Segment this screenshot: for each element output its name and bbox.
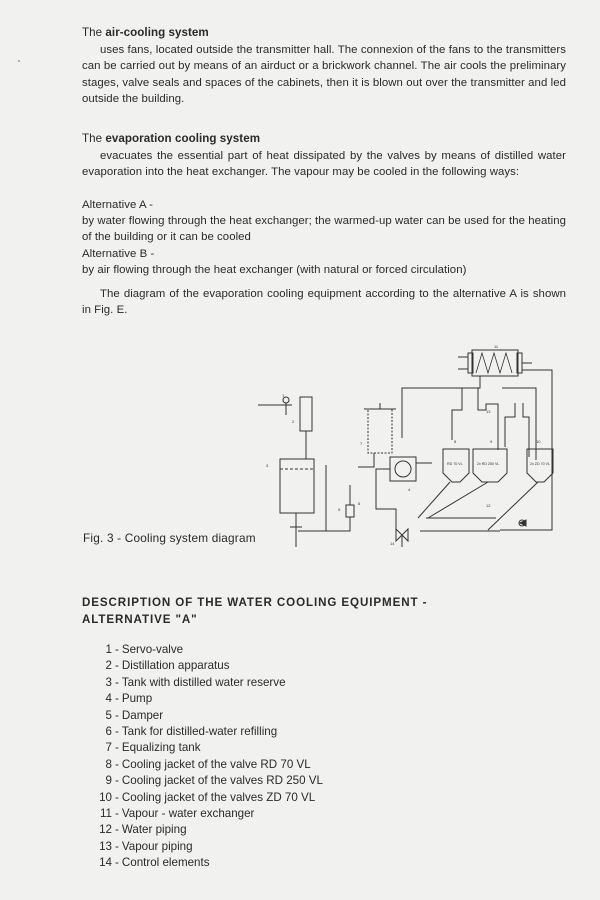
marker-6: 6 [358,501,361,506]
list-item [82,839,323,855]
marker-1: 1 [282,393,285,398]
list-item-label: Equalizing tank [121,741,201,755]
list-item [82,642,323,658]
air-cooling-intro: The [82,26,103,39]
refill-tank [298,465,354,531]
list-item-label: Vapour - water exchanger [121,807,255,821]
list-item [82,773,323,789]
list-item-dash: - [115,790,119,804]
marker-3: 3 [266,463,269,468]
list-item-number: 12 [99,823,112,837]
list-item-label: Tank for distilled-water refilling [121,725,278,739]
parts-list [82,642,323,872]
alternative-a-label: Alternative A - [82,199,154,211]
list-item-label: Cooling jacket of the valves ZD 70 VL [121,790,316,804]
list-item [82,658,323,674]
list-item-label: Tank with distilled water reserve [121,675,286,689]
jacket-9-label: 2x RD 250 VL [477,462,500,466]
list-item-dash: - [115,856,119,870]
list-item [82,740,323,756]
list-item-number: 1 [105,643,112,656]
scan-speck [18,60,20,62]
vapour-header [402,376,480,438]
list-item-label: Control elements [121,856,210,870]
list-item-number: 9 [105,774,112,788]
list-item-label: Damper [121,708,164,722]
marker-10: 10 [536,439,541,444]
jacket-8-label: RD 70 VL [447,462,463,466]
description-title [82,594,427,628]
cooling-jacket-8 [443,449,469,482]
list-item [82,675,323,691]
list-item [82,790,323,806]
list-item [82,691,323,707]
list-item-number: 11 [99,807,112,821]
alternative-a-text: by water flowing through the heat exchanger; the warmed-up water can be used for the heating of the building or it can be cooled [82,215,566,244]
list-item-dash: - [115,675,119,689]
list-item [82,806,323,822]
list-item-label: Water piping [121,823,187,837]
list-item-dash: - [115,741,119,755]
alternative-b-text: by air flowing through the heat exchanger (with natural or forced circulation) [82,264,467,276]
distillation-apparatus [258,397,312,459]
list-item [82,708,323,724]
list-item-label: Vapour piping [121,839,193,853]
evaporation-term: evaporation cooling system [105,132,261,145]
list-item-number: 5 [105,708,112,722]
list-item-label: Pump [121,692,153,706]
evaporation-intro: The [82,132,103,145]
figure-caption: Fig. 3 - Cooling system diagram [83,531,256,545]
list-item-number: 13 [99,839,112,853]
list-item-label: Servo-valve [121,643,184,656]
list-item [82,822,323,838]
marker-11: 11 [494,345,499,349]
marker-4: 4 [408,487,411,492]
list-item-dash: - [115,757,119,771]
control-valve [396,529,408,547]
list-item-number: 14 [99,856,112,870]
list-item-dash: - [115,643,119,656]
list-item [82,855,323,871]
marker-14: 14 [390,541,395,546]
marker-12: 12 [486,503,491,508]
cooling-jacket-9 [473,449,507,482]
list-item-number: 2 [105,659,112,673]
marker-7: 7 [360,441,363,446]
list-item-label: Cooling jacket of the valves RD 250 VL [121,774,323,788]
pump [376,457,432,529]
evaporation-heading [82,131,566,147]
evaporation-text: evacuates the essential part of heat dissipated by the valves by means of distilled water evaporation into the heat exchanger. The vapour may be cooled in the following ways: [82,150,566,179]
list-item-dash: - [115,807,119,821]
list-item-number: 4 [105,692,112,706]
list-item-label: Distillation apparatus [121,659,230,673]
list-item-dash: - [115,708,119,722]
list-item-number: 3 [105,675,112,689]
diagram-number-markers [266,345,541,546]
cooling-system-diagram [250,345,570,555]
list-item-dash: - [115,725,119,739]
list-item-number: 6 [105,725,112,739]
return-pipe [500,370,552,530]
list-item-label: Cooling jacket of the valve RD 70 VL [121,757,311,771]
marker-5: 5 [338,507,341,512]
list-item-dash: - [115,659,119,673]
cooling-jacket-10 [527,449,553,482]
list-item-number: 8 [105,757,112,771]
marker-9: 9 [490,439,493,444]
distilled-water-tank [280,459,314,547]
marker-2: 2 [292,419,295,424]
description-title-line2: ALTERNATIVE "A" [82,613,198,626]
list-item-number: 7 [105,741,112,755]
jacket-10-label: 2x ZD 70 VL [530,462,550,466]
list-item-dash: - [115,839,119,853]
list-item-dash: - [115,823,119,837]
air-cooling-text: uses fans, located outside the transmitter hall. The connexion of the fans to the transmitters can be carried out by means of an airduct or a brickwork channel. The air cools the preliminary stages, valve seals and spaces of the cabinets, then it is blown out over the transmitter and led outside the building. [82,44,566,106]
list-item-number: 10 [99,790,112,804]
air-cooling-term: air-cooling system [105,26,209,39]
list-item [82,757,323,773]
diagram-reference: The diagram of the evaporation cooling equipment according to the alternative A is shown in Fig. E. [82,288,566,317]
list-item-dash: - [115,774,119,788]
air-cooling-heading [82,25,566,41]
description-title-line1: DESCRIPTION OF THE WATER COOLING EQUIPMENT - [82,596,428,609]
list-item [82,724,323,740]
list-item-dash: - [115,692,119,706]
alternative-b-label: Alternative B - [82,248,155,260]
marker-13: 13 [486,409,491,414]
marker-8: 8 [454,439,457,444]
heat-exchanger [458,350,532,376]
